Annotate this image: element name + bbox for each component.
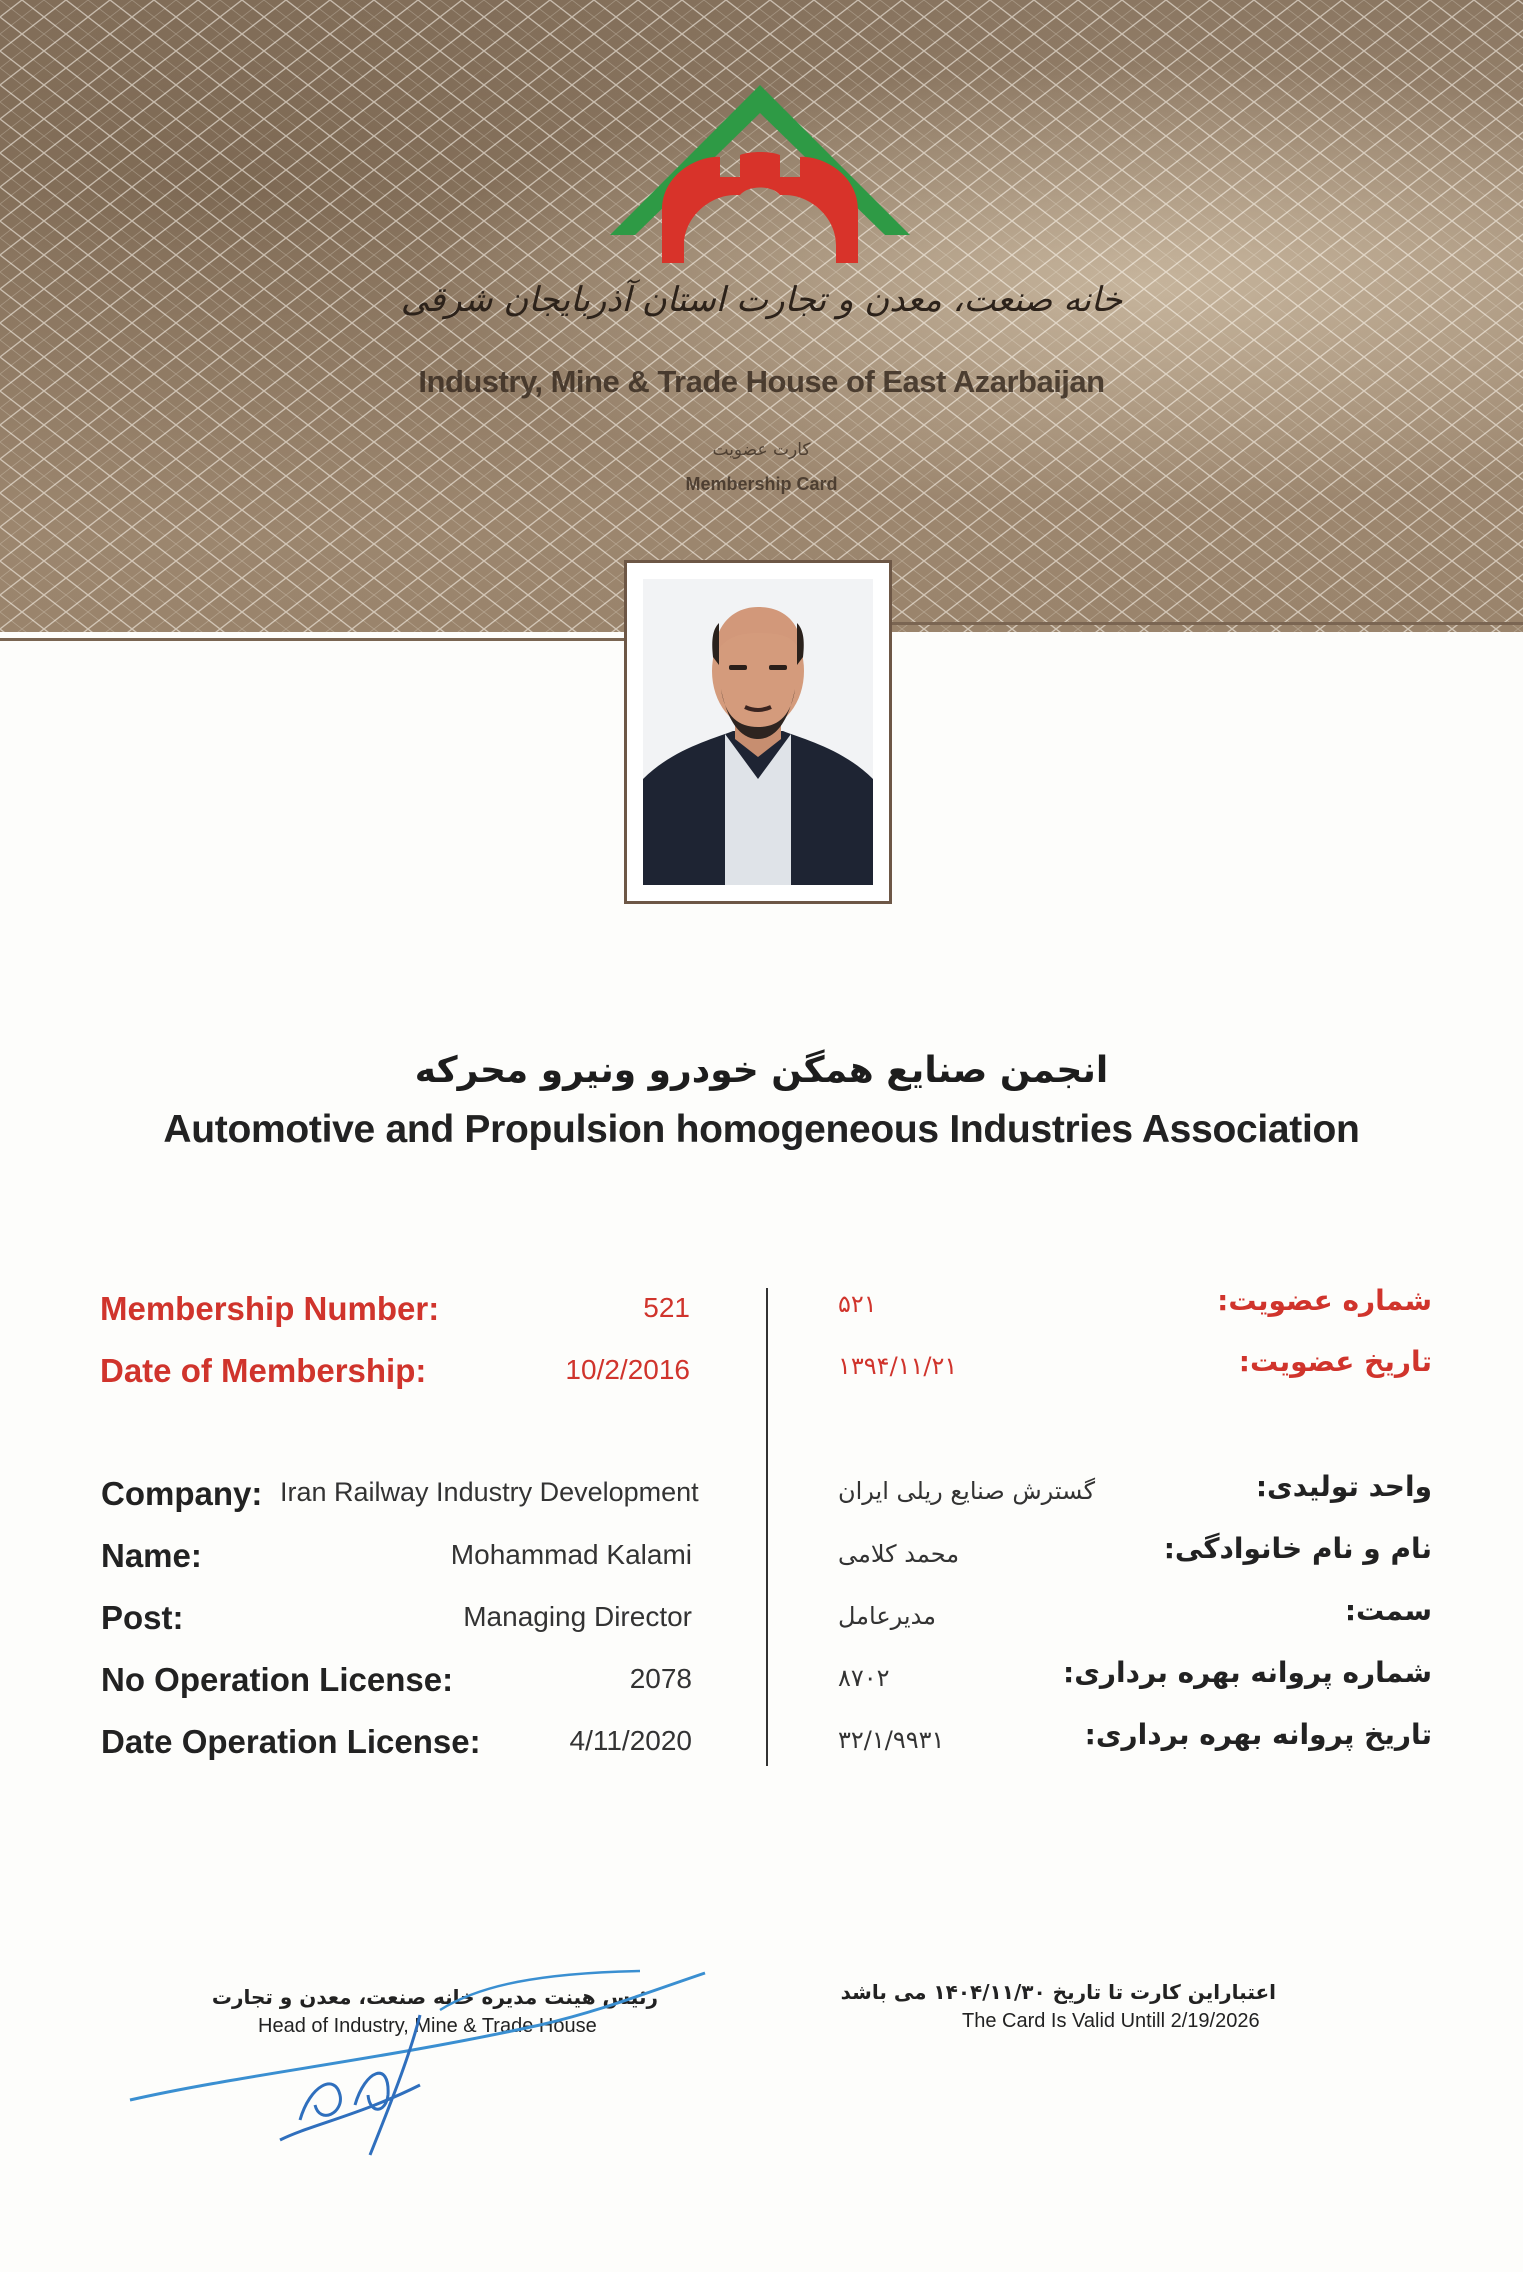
- company-label-persian: واحد تولیدی:: [1255, 1470, 1432, 1503]
- membership-date-label-persian: تاریخ عضویت:: [1238, 1345, 1432, 1378]
- membership-number-value: 521: [643, 1292, 690, 1323]
- organization-name-persian: خانه صنعت، معدن و تجارت استان آذربایجان شرقی: [400, 280, 1123, 320]
- membership-number-label-persian: شماره عضویت:: [1217, 1284, 1432, 1317]
- company-value: Iran Railway Industry Development: [280, 1477, 699, 1507]
- handwritten-signature: [120, 1955, 740, 2175]
- post-label-persian: سمت:: [1344, 1594, 1432, 1627]
- name-value-persian: محمد کلامی: [838, 1540, 960, 1568]
- membership-date-label: Date of Membership:: [100, 1352, 427, 1389]
- license-number-label-persian: شماره پروانه بهره برداری:: [1063, 1656, 1432, 1689]
- license-date-value-persian: ۳۲/۱/۹۹۳۱: [838, 1726, 945, 1754]
- card-header-banner: [0, 0, 1523, 632]
- license-number-value-persian: ۸۷۰۲: [838, 1664, 890, 1692]
- membership-date-value-persian: ۱۳۹۴/۱۱/۲۱: [838, 1352, 958, 1380]
- signatory-title-english: Head of Industry, Mine & Trade House: [258, 2015, 597, 2037]
- frame-line-left: [0, 638, 628, 641]
- organization-name-english: Industry, Mine & Trade House of East Azarbaijan: [418, 364, 1105, 399]
- portrait-illustration: [643, 579, 873, 885]
- card-validity-english: The Card Is Valid Untill 2/19/2026: [962, 2010, 1260, 2032]
- card-title-english: Membership Card: [685, 474, 838, 494]
- license-date-label-persian: تاریخ پروانه بهره برداری:: [1084, 1718, 1432, 1751]
- association-name-english: Automotive and Propulsion homogeneous Industries Association: [163, 1108, 1360, 1151]
- card-title-persian: کارت عضویت: [712, 440, 811, 460]
- member-photo: [643, 579, 873, 885]
- organization-logo: [600, 85, 920, 270]
- name-label: Name:: [101, 1537, 202, 1574]
- member-photo-frame: [624, 560, 892, 904]
- company-value-persian: گسترش صنایع ریلی ایران: [838, 1477, 1095, 1505]
- company-label: Company:: [101, 1475, 263, 1512]
- license-number-value: 2078: [629, 1663, 692, 1694]
- membership-number-label: Membership Number:: [100, 1290, 440, 1327]
- post-label: Post:: [101, 1599, 184, 1636]
- membership-number-value-persian: ۵۲۱: [838, 1290, 877, 1318]
- column-divider: [766, 1288, 768, 1766]
- membership-date-value: 10/2/2016: [565, 1354, 690, 1385]
- license-date-value: 4/11/2020: [569, 1725, 692, 1756]
- license-number-label: No Operation License:: [101, 1661, 454, 1698]
- signatory-title-persian: رئیس هینت مدیره خانه صنعت، معدن و تجارت: [211, 1985, 658, 2009]
- frame-line-right: [888, 622, 1523, 625]
- association-name-persian: انجمن صنایع همگن خودرو ونیرو محرکه: [414, 1050, 1109, 1091]
- license-date-label: Date Operation License:: [101, 1723, 481, 1760]
- name-value: Mohammad Kalami: [450, 1539, 692, 1570]
- card-validity-persian: اعتباراین کارت تا تاریخ ۱۴۰۴/۱۱/۳۰ می باشد: [840, 1980, 1276, 2004]
- post-value-persian: مدیرعامل: [838, 1602, 937, 1630]
- post-value: Managing Director: [463, 1601, 692, 1632]
- name-label-persian: نام و نام خانوادگی:: [1163, 1532, 1432, 1565]
